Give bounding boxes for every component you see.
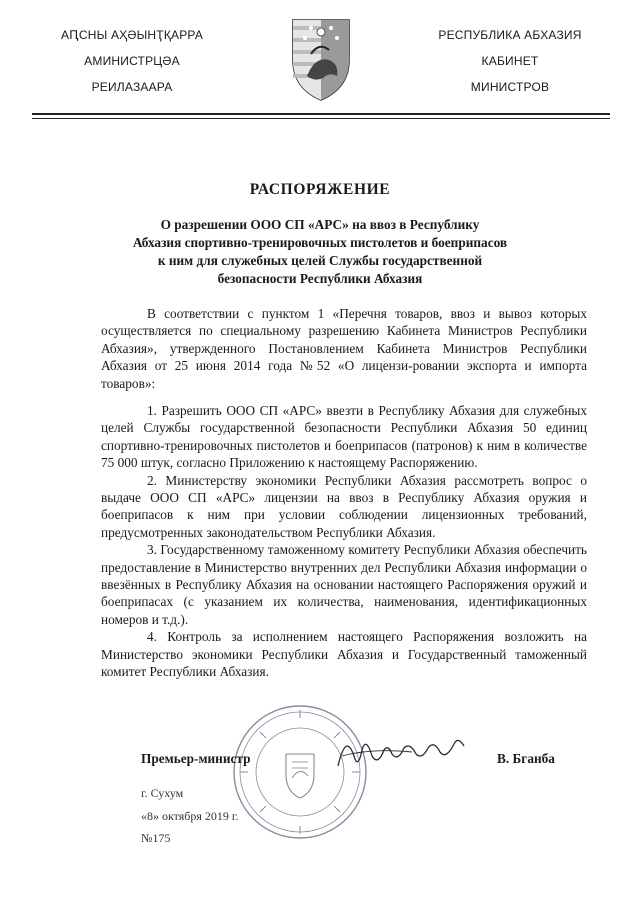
issue-city: г. Сухум <box>141 786 184 800</box>
subject-line: безопасности Республики Абхазия <box>217 271 423 286</box>
header-divider-thick <box>32 113 610 115</box>
header-left-line-2: АМИНИСТРЦӘА <box>84 54 180 68</box>
header-right-line-2: КАБИНЕТ <box>481 54 539 68</box>
order-item-2: 2. Министерству экономики Республики Абхазия рассмотреть вопрос о выдаче ООО СП «АРС» лицензии на ввоз в Республику Абхазия оружия и боеприпасов к ним при условии соблюдении лицензионных требований, предусмотренных законодательством Республики Абхазия. <box>101 472 587 540</box>
coat-of-arms-icon <box>289 16 353 102</box>
header-divider-thin <box>32 118 610 119</box>
header-left-line-3: РЕИЛАЗААРА <box>91 80 173 94</box>
header-right-line-1: РЕСПУБЛИКА АБХАЗИЯ <box>438 28 582 42</box>
handwritten-signature <box>332 726 472 776</box>
signatory-name: В. Бганба <box>497 751 555 766</box>
document-subject <box>100 216 540 288</box>
header-left-line-1: АԤСНЫ АҲӘЫНҬҚАРРА <box>60 28 204 42</box>
document-title: РАСПОРЯЖЕНИЕ <box>249 181 391 198</box>
header-right-block <box>410 22 610 100</box>
subject-line: к ним для служебных целей Службы государственной <box>157 253 483 268</box>
header-left-block <box>32 22 232 100</box>
issue-date: «8» октября 2019 г. <box>141 809 239 823</box>
order-items <box>101 402 587 681</box>
order-item-3: 3. Государственному таможенному комитету Республики Абхазия обеспечить предоставление в Министерство внутренних дел Республики Абхазия информации о ввезённых в Республику Абхазия на основании настоящего Распоряжения оружий и боеприпасах (с указанием их количества, наименования, идентификационных номеров и т.д.). <box>101 542 587 627</box>
document-number: №175 <box>141 831 171 845</box>
signatory-role: Премьер-министр <box>141 751 251 766</box>
header-right-line-3: МИНИСТРОВ <box>470 80 550 94</box>
subject-line: О разрешении ООО СП «АРС» на ввоз в Республику <box>160 217 480 232</box>
order-item-1: 1. Разрешить ООО СП «АРС» ввезти в Республику Абхазия для служебных целей Службы государственной безопасности Республики Абхазия 50 единиц спортивно-тренировочных пистолетов и боеприпасов (патронов) к ним в количестве 75 000 штук, согласно Приложению к настоящему Распоряжению. <box>101 403 587 471</box>
subject-line: Абхазия спортивно-тренировочных пистолетов и боеприпасов <box>132 235 508 250</box>
preamble-paragraph: В соответствии с пунктом 1 «Перечня товаров, ввоз и вывоз которых осуществляется по специальному разрешению Кабинета Министров Республики Абхазия», утвержденного Постановлением Кабинета Министров Республики Абхазия от 25 июня 2014 года №52 «О лицензи-ровании экспорта и импорта товаров»: <box>101 306 587 391</box>
order-item-4: 4. Контроль за исполнением настоящего Распоряжения возложить на Министерство экономики Республики Абхазия и Государственный таможенный комитет Республики Абхазия. <box>101 629 587 680</box>
